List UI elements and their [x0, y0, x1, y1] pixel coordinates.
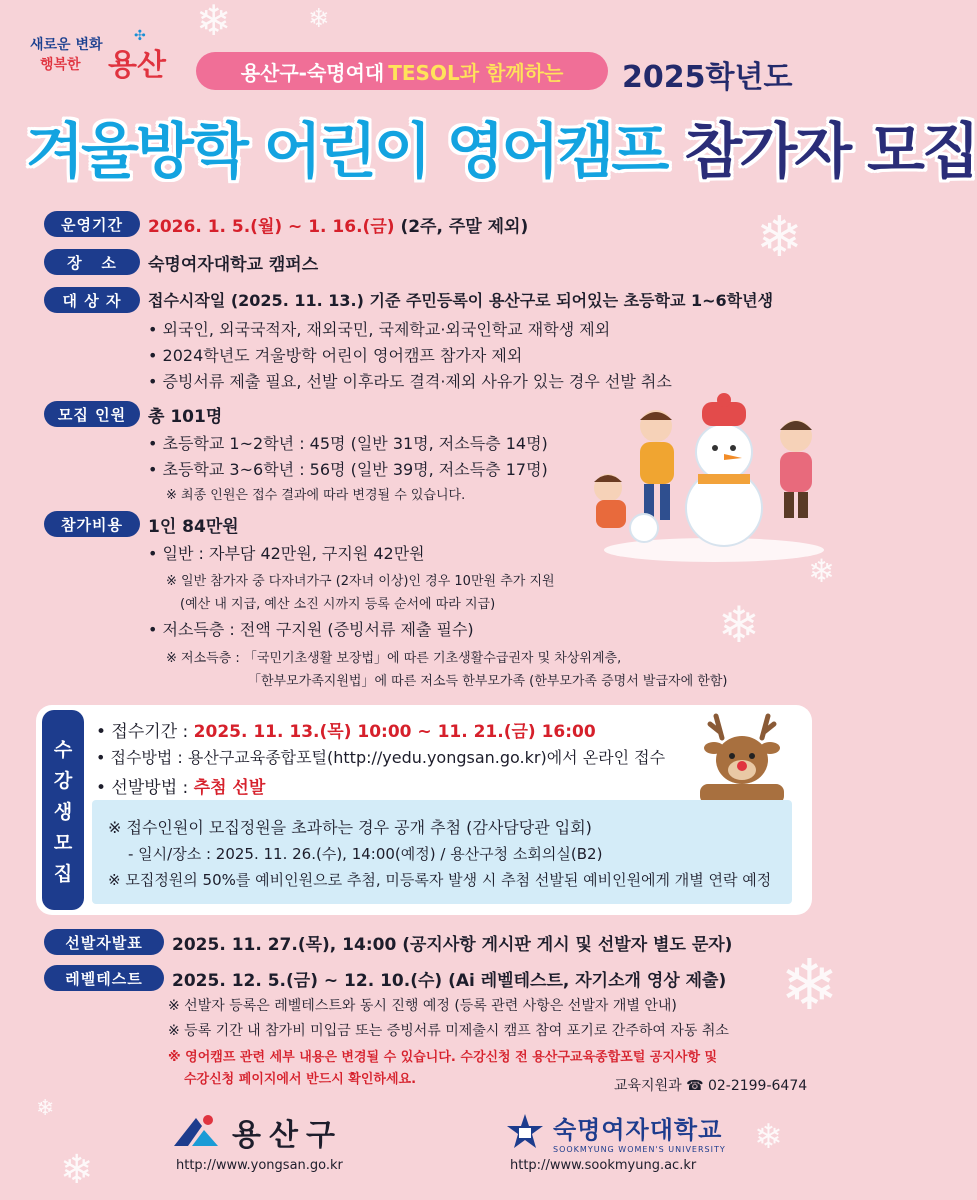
brand-logo — [30, 28, 180, 83]
application-note: ※ 접수인원이 모집정원을 초과하는 경우 공개 추첨 (감사담당관 입회) — [108, 818, 592, 837]
snowflake-icon: ❄ — [756, 205, 803, 270]
title-part1: 겨울방학 어린이 영어캠프 — [26, 117, 667, 187]
org2-english-name: SOOKMYUNG WOMEN'S UNIVERSITY — [553, 1145, 726, 1154]
application-select-label: • 선발방법 : — [96, 778, 194, 798]
reindeer-illustration — [694, 708, 790, 804]
vertical-char: 생 — [53, 800, 73, 823]
recruit-bullet: • 초등학교 1~2학년 : 45명 (일반 31명, 저소득층 14명) — [148, 434, 548, 453]
pill-highlight: TESOL과 함께하는 — [388, 60, 564, 85]
pill-prefix: 용산구-숙명여대 — [240, 60, 385, 85]
application-vertical-label — [42, 710, 84, 910]
place-label: 장 소 — [44, 249, 140, 275]
application-method: • 접수방법 : 용산구교육종합포털(http://yedu.yongsan.go.kr)에서 온라인 접수 — [96, 748, 666, 767]
announce-label: 선발자발표 — [44, 929, 164, 955]
snowflake-icon: ❄ — [754, 1117, 783, 1157]
application-period-value: 2025. 11. 13.(목) 10:00 ~ 11. 21.(금) 16:00 — [193, 722, 596, 742]
contact-info: 교육지원과 ☎ 02-2199-6474 — [614, 1078, 808, 1094]
fee-main: 1인 84만원 — [148, 517, 239, 537]
recruit-total: 총 101명 — [148, 407, 223, 427]
snowflake-icon: ❄ — [196, 0, 232, 45]
snowflake-icon: ❄ — [60, 1147, 94, 1193]
yongsan-emblem-icon — [170, 1112, 222, 1152]
page-title — [26, 104, 977, 194]
fee-label: 참가비용 — [44, 511, 140, 537]
snowflake-icon: ❄ — [808, 552, 835, 590]
announce-value: 2025. 11. 27.(목), 14:00 (공지사항 게시판 게시 및 선발자 별도 문자) — [172, 935, 733, 955]
pinwheel-icon: ✣ — [134, 28, 146, 44]
snowflake-icon: ❄ — [36, 1096, 55, 1121]
sookmyung-logo — [505, 1110, 726, 1154]
level-warning: 수강신청 페이지에서 반드시 확인하세요. — [184, 1072, 417, 1087]
period-value — [148, 212, 528, 237]
brand-slogan-bottom: 행복한 — [40, 57, 81, 73]
fee-general-note: ※ 일반 참가자 중 다자녀가구 (2자녀 이상)인 경우 10만원 추가 지원 — [166, 574, 555, 589]
application-note: ※ 모집정원의 50%를 예비인원으로 추첨, 미등록자 발생 시 추첨 선발된 예비인원에게 개별 연락 예정 — [108, 871, 772, 889]
brand-name: 용산 — [108, 48, 166, 83]
level-value: 2025. 12. 5.(금) ~ 12. 10.(수) (Ai 레벨테스트, 자기소개 영상 제출) — [172, 971, 727, 991]
application-select-value: 추첨 선발 — [193, 778, 266, 798]
target-bullet: • 증빙서류 제출 필요, 선발 이후라도 결격·제외 사유가 있는 경우 선발 취소 — [148, 372, 672, 391]
application-select — [96, 773, 265, 798]
sookmyung-emblem-icon — [505, 1112, 545, 1152]
subtitle-pill — [196, 52, 608, 90]
snowflake-icon: ❄ — [308, 4, 330, 34]
title-part2: 참가자 모집 — [684, 117, 977, 187]
brand-slogan-top: 새로운 변화 — [30, 37, 103, 53]
snowflake-icon: ❄ — [718, 596, 760, 654]
yongsan-logo — [170, 1110, 343, 1154]
kids-snowman-illustration — [574, 390, 836, 565]
target-main: 접수시작일 (2025. 11. 13.) 기준 주민등록이 용산구로 되어있는 초등학교 1~6학년생 — [148, 291, 774, 310]
fee-low-note: ※ 저소득층 : 「국민기초생활 보장법」에 따른 기초생활수급권자 및 차상위계층, — [166, 651, 622, 666]
org1-name: 용산구 — [232, 1118, 343, 1153]
target-label: 대 상 자 — [44, 287, 140, 313]
recruit-note: ※ 최종 인원은 접수 결과에 따라 변경될 수 있습니다. — [166, 488, 466, 503]
vertical-char: 모 — [53, 831, 73, 854]
fee-low-note: 「한부모가족지원법」에 따른 저소득 한부모가족 (한부모가족 증명서 발급자에 한함) — [248, 674, 728, 689]
application-note: - 일시/장소 : 2025. 11. 26.(수), 14:00(예정) / 용산구청 소회의실(B2) — [128, 845, 603, 863]
period-label: 운영기간 — [44, 211, 140, 237]
vertical-char: 강 — [53, 769, 73, 792]
period-dates: 2026. 1. 5.(월) ~ 1. 16.(금) — [148, 217, 395, 237]
fee-low: • 저소득층 : 전액 구지원 (증빙서류 제출 필수) — [148, 620, 474, 639]
period-extra: (2주, 주말 제외) — [400, 217, 529, 237]
fee-general: • 일반 : 자부담 42만원, 구지원 42만원 — [148, 544, 425, 563]
org2-name: 숙명여자대학교 — [553, 1116, 723, 1144]
org2-url: http://www.sookmyung.ac.kr — [510, 1158, 697, 1173]
fee-general-note: (예산 내 지급, 예산 소진 시까지 등록 순서에 따라 지급) — [180, 597, 496, 612]
org1-url: http://www.yongsan.go.kr — [176, 1158, 343, 1173]
recruit-label: 모집 인원 — [44, 401, 140, 427]
recruit-bullet: • 초등학교 3~6학년 : 56명 (일반 39명, 저소득층 17명) — [148, 460, 548, 479]
application-period-label: • 접수기간 : — [96, 722, 194, 742]
year-label: 2025학년도 — [622, 60, 793, 95]
snowflake-icon: ❄ — [780, 944, 839, 1026]
level-warning: ※ 영어캠프 관련 세부 내용은 변경될 수 있습니다. 수강신청 전 용산구교육종합포털 공지사항 및 — [168, 1050, 718, 1065]
target-bullet: • 2024학년도 겨울방학 어린이 영어캠프 참가자 제외 — [148, 346, 523, 365]
application-period — [96, 717, 596, 742]
level-note: ※ 선발자 등록은 레벨테스트와 동시 진행 예정 (등록 관련 사항은 선발자 개별 안내) — [168, 998, 677, 1014]
target-bullet: • 외국인, 외국국적자, 재외국민, 국제학교·외국인학교 재학생 제외 — [148, 320, 611, 339]
level-note: ※ 등록 기간 내 참가비 미입금 또는 증빙서류 미제출시 캠프 참여 포기로 간주하여 자동 취소 — [168, 1023, 729, 1039]
place-value: 숙명여자대학교 캠퍼스 — [148, 255, 319, 275]
vertical-char: 집 — [53, 862, 73, 885]
level-label: 레벨테스트 — [44, 965, 164, 991]
vertical-char: 수 — [53, 738, 73, 761]
